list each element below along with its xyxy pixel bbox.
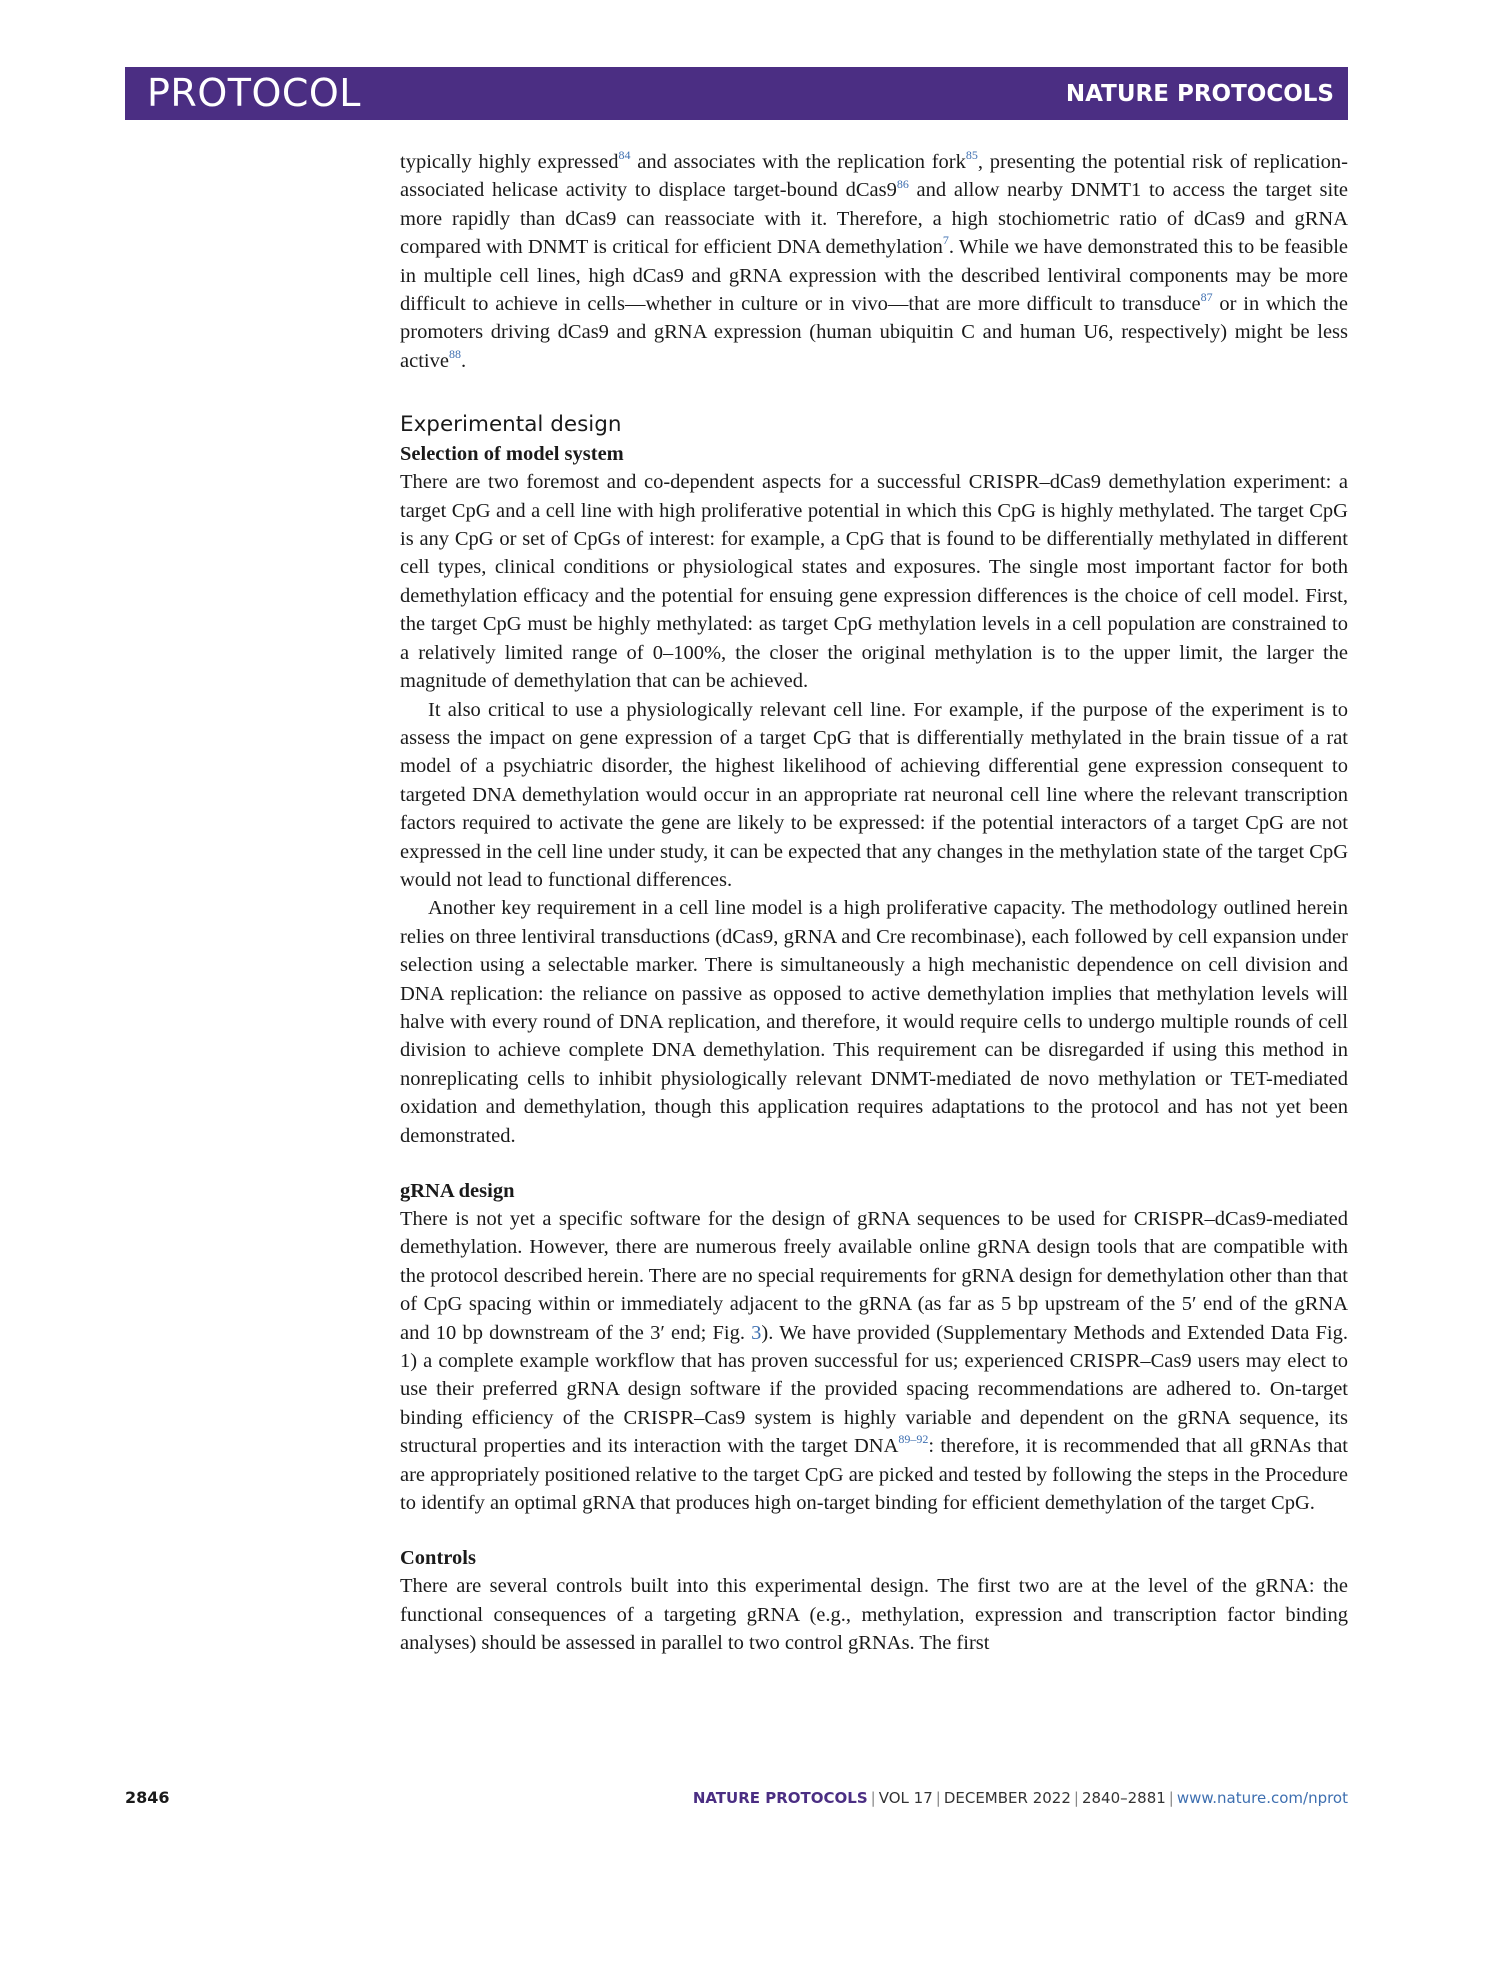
citation-link[interactable]: 85: [965, 148, 978, 163]
model-paragraph-3: Another key requirement in a cell line model is a high proliferative capacity. The methodology outlined herein relies on three lentiviral transductions (dCas9, gRNA and Cre recombinase), each followed by cell expansion under selection using a selectable marker. There is simultaneously a high mechanistic dependence on cell division and DNA replication: the reliance on passive as opposed to active demethylation implies that methylation levels will halve with every round of DNA replication, and therefore, it would require cells to undergo multiple rounds of cell division to achieve complete DNA demethylation. This requirement can be disregarded if using this method in nonreplicating cells to inhibit physiologically relevant DNMT-mediated de novo methylation or TET-mediated oxidation and demethylation, though this application requires adaptations to the protocol and has not yet been demonstrated.: [400, 897, 1348, 1147]
citation-link[interactable]: 86: [896, 176, 909, 191]
model-paragraph-1: There are two foremost and co-dependent aspects for a successful CRISPR–dCas9 demethylation experiment: a target CpG and a cell line with high proliferative potential in which this CpG is highly methylated. The target CpG is any CpG or set of CpGs of interest: for example, a CpG that is found to be differentially methylated in different cell types, clinical conditions or physiological states and exposures. The single most important factor for both demethylation efficacy and the potential for ensuing gene expression differences is the choice of cell model. First, the target CpG must be highly methylated: as target CpG methylation levels in a cell population are constrained to a relatively limited range of 0–100%, the closer the original methylation is to the upper limit, the larger the magnitude of demethylation that can be achieved.: [400, 471, 1348, 693]
intro-paragraph: typically highly expressed$^{84}$ and associates with the replication fork$^{85}$, presenting the potential risk of replication-associated helicase activity to displace target-bound $dCas9^{86}$ and allow nearby DNMT1 to access the target site more rapidly than dCas9 can reassociate with it. Therefore, a high stochiometric ratio of dCas9 and gRNA compared with DNMT is critical for efficient DNA demethylation$^7$. While we have demonstrated this to be feasible in multiple cell lines, high dCas9 and gRNA expression with the described lentiviral components may be more difficult to achieve in cells—whether in culture or in vivo—that are more difficult to transduce$^{87}$ or in which the promoters driving dCas9 and gRNA expression (human ubiquitin C and human U6, respectively) might be less active$^{88}$.: [400, 148, 1349, 372]
article-body: [400, 148, 1348, 1658]
subheading-grna-design: gRNA design: [400, 1180, 515, 1202]
page-number: 2846: [125, 1788, 170, 1807]
citation-link[interactable]: 89–92: [898, 1432, 929, 1447]
subheading-model-system: Selection of model system: [400, 443, 624, 466]
citation-link[interactable]: 87: [1200, 290, 1213, 305]
citation-link[interactable]: 84: [618, 148, 631, 163]
footer-citation: NATURE PROTOCOLS | VOL 17 | DECEMBER 2022 | 2840–2881 | www.nature.com/nprot: [692, 1789, 1348, 1807]
footer-date: DECEMBER 2022: [943, 1789, 1071, 1807]
subheading-controls: Controls: [400, 1547, 476, 1570]
journal-name: NATURE PROTOCOLS: [1065, 81, 1334, 107]
controls-paragraph: There are several controls built into this experimental design. The first two are at the level of the gRNA: the functional consequences of a targeting gRNA (e.g., methylation, expression and transcription factor binding analyses) should be assessed in parallel to two control gRNAs. The first: [400, 1575, 1348, 1655]
grna-paragraph: There is not yet a specific software for the design of gRNA sequences to be used for CRISPR–dCas9-mediated demethylation. However, there are numerous freely available online gRNA design tools that are compatible with the protocol described herein. There are no special requirements for gRNA design for demethylation other than that of CpG spacing within or immediately adjacent to the gRNA (as far as 5 bp upstream of the 5′ end of the gRNA and 10 bp downstream of the 3′ end; Fig. 3). We have provided (Supplementary Methods and Extended Data Fig. 1) a complete example workflow that has proven successful for us; experienced CRISPR–Cas9 users may elect to use their preferred gRNA design software if the provided spacing recommendations are adhered to. On-target binding efficiency of the CRISPR–Cas9 system is highly variable and dependent on the gRNA sequence, its structural properties and its interaction with the target DNA$^{89-92}$: therefore, it is recommended that all gRNAs that are appropriately positioned relative to the target CpG are picked and tested by following the steps in the Procedure to identify an optimal gRNA that produces high on-target binding for efficient demethylation of the target CpG.: [400, 1208, 1348, 1515]
model-paragraph-2: It also critical to use a physiologically relevant cell line. For example, if the purpose of the experiment is to assess the impact on gene expression of a target CpG that is differentially methylated in the brain tissue of a rat model of a psychiatric disorder, the highest likelihood of achieving differential gene expression consequent to targeted DNA demethylation would occur in an appropriate rat neuronal cell line where the relevant transcription factors required to activate the gene are likely to be expressed: if the potential interactors of a target CpG are not expressed in the cell line under study, it can be expected that any changes in the methylation state of the target CpG would not lead to functional differences.: [400, 698, 1348, 891]
footer-volume: VOL 17: [878, 1789, 933, 1807]
footer-journal: NATURE PROTOCOLS: [692, 1789, 868, 1807]
header-bar: [125, 67, 1348, 120]
citation-link[interactable]: 7: [942, 233, 949, 248]
footer-pages: 2840–2881: [1081, 1789, 1166, 1807]
section-label: PROTOCOL: [147, 71, 361, 115]
figure-link[interactable]: 3: [751, 1321, 762, 1344]
section-heading-experimental-design: Experimental design: [400, 412, 622, 438]
citation-link[interactable]: 88: [448, 347, 461, 362]
footer-url-link[interactable]: www.nature.com/nprot: [1176, 1789, 1348, 1807]
